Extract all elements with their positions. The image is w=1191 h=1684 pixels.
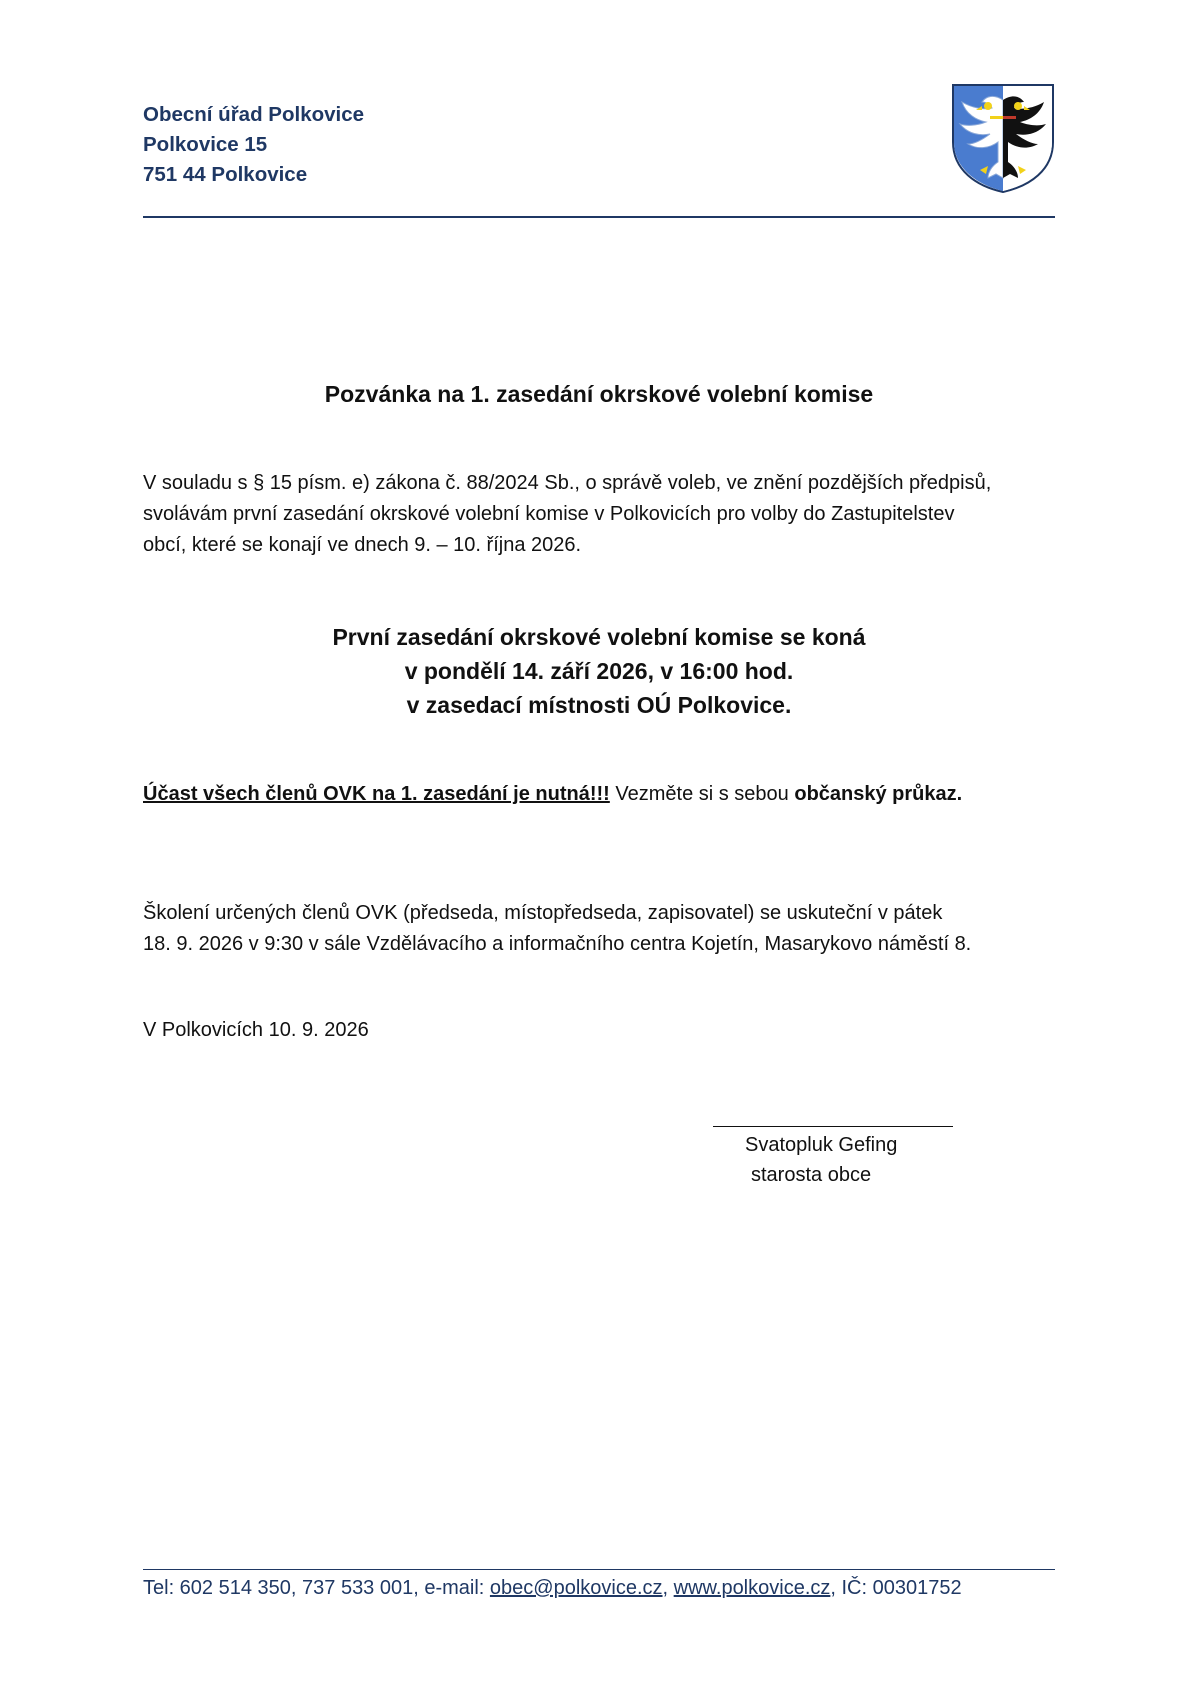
header-divider: [143, 216, 1055, 218]
training-line: Školení určených členů OVK (předseda, místopředseda, zapisovatel) se uskuteční v pátek: [143, 902, 943, 924]
training-notice: [143, 898, 1055, 960]
footer-separator: ,: [662, 1577, 674, 1599]
office-name: Obecní úřad Polkovice: [143, 103, 365, 126]
footer-phones: Tel: 602 514 350, 737 533 001, e-mail:: [143, 1577, 490, 1599]
email-link[interactable]: obec@polkovice.cz: [489, 1577, 663, 1599]
attendance-text: Vezměte si s sebou: [609, 783, 795, 805]
attendance-notice: [143, 779, 962, 809]
intro-paragraph: [143, 468, 1055, 561]
intro-line: svolávám první zasedání okrskové volební komise v Polkovicích pro volby do Zastupitelstev: [143, 503, 955, 525]
attendance-mandatory: Účast všech členů OVK na 1. zasedání je nutná!!!: [143, 783, 610, 805]
municipal-coat-of-arms-icon: [950, 82, 1056, 194]
office-address: [143, 100, 364, 190]
signatory-name: Svatopluk Gefing: [745, 1134, 898, 1156]
signatory-role: starosta obce: [751, 1164, 872, 1186]
footer-divider: [143, 1569, 1055, 1570]
attendance-id: občanský průkaz.: [794, 783, 963, 805]
meeting-announcement: [143, 620, 1055, 722]
footer-contacts: [143, 1573, 962, 1603]
intro-line: obcí, které se konají ve dnech 9. – 10. října 2026.: [143, 534, 582, 556]
intro-line: V souladu s § 15 písm. e) zákona č. 88/2024 Sb., o správě voleb, ve znění pozdějších předpisů,: [143, 472, 992, 494]
meeting-date-line: v pondělí 14. září 2026, v 16:00 hod.: [404, 658, 794, 684]
website-link[interactable]: www.polkovice.cz: [673, 1577, 831, 1599]
footer-ico: , IČ: 00301752: [830, 1577, 962, 1599]
office-postal: 751 44 Polkovice: [143, 163, 308, 186]
office-street: Polkovice 15: [143, 133, 268, 156]
meeting-place-line: v zasedací místnosti OÚ Polkovice.: [406, 692, 792, 718]
training-line: 18. 9. 2026 v 9:30 v sále Vzdělávacího a informačního centra Kojetín, Masarykovo náměstí 8.: [143, 933, 972, 955]
meeting-line: První zasedání okrskové volební komise se koná: [332, 624, 866, 650]
signature-line: [713, 1126, 953, 1127]
place-and-date: V Polkovicích 10. 9. 2026: [143, 1019, 369, 1041]
document-title: Pozvánka na 1. zasedání okrskové volební komise: [324, 381, 874, 407]
